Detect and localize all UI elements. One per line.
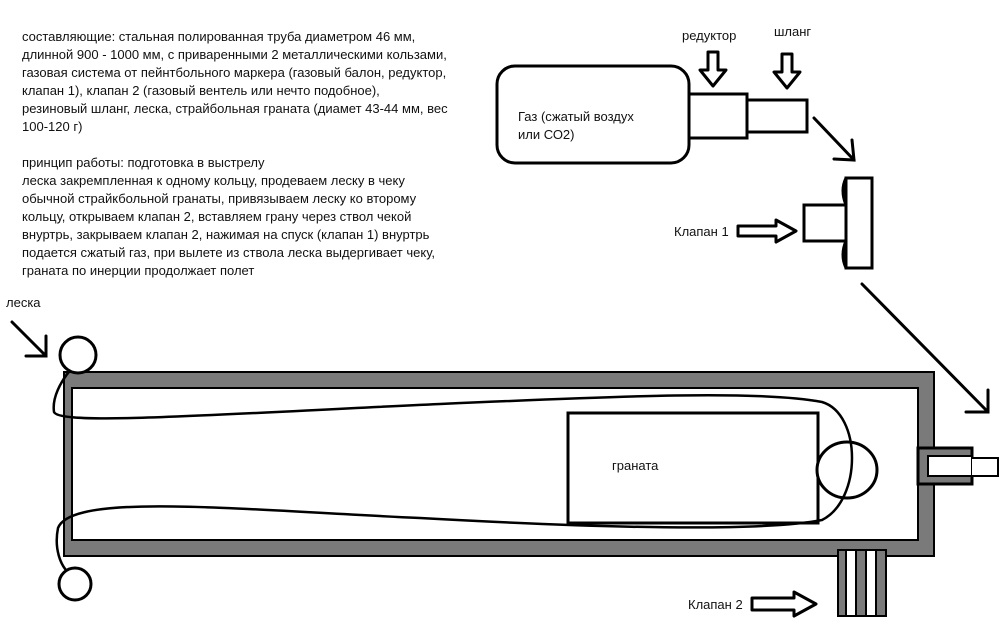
grenade-body	[568, 413, 818, 523]
valve-1	[804, 178, 872, 268]
valve-2-label: Клапан 2	[688, 597, 743, 612]
components-paragraph: составляющие: стальная полированная труба диаметром 46 мм, длинной 900 - 1000 мм, с приваренными 2 металлическими кользами, газовая система от пейнтбольного маркера (газовый балон, редуктор, клапан 1), клапан 2 (газовый вентель или нечто подобное), резиновый шланг, леска, страйбольная граната (диамет 43-44 мм, вес 100-120 г)	[22, 29, 448, 134]
reducer-block	[689, 94, 747, 138]
valve-2-arrow	[752, 592, 816, 616]
ring-bottom	[59, 568, 91, 600]
ring-top	[60, 337, 96, 373]
inlet-pipe	[918, 448, 998, 484]
valve-1-arrow	[738, 220, 796, 242]
flow-arrow-1	[814, 118, 854, 160]
reducer-arrow	[700, 52, 726, 86]
grenade-label: граната	[612, 458, 659, 473]
line-label: леска	[6, 295, 41, 310]
reducer-label: редуктор	[682, 28, 737, 43]
valve-1-label: Клапан 1	[674, 224, 729, 239]
valve-2	[838, 550, 886, 616]
hose-stub	[747, 100, 807, 132]
line-arrow	[12, 322, 46, 356]
principle-paragraph: принцип работы: подготовка в выстрелу леска закремпленная к одному кольцу, продеваем леску в чеку обычной страйкбольной гранаты, привязываем леску ко второму кольцу, открываем клапан 2, вставляем грану через ствол чекой внуртрь, закрываем клапан 2, нажимая на спуск (клапан 1) внуртрь подается сжатый газ, при вылете из ствола леска выдергивает чеку, граната по инерции продолжает полет	[22, 155, 436, 278]
gas-label: Газ (сжатый воздух или СО2)	[518, 109, 634, 142]
hose-label: шланг	[774, 24, 812, 39]
hose-arrow	[774, 54, 800, 88]
